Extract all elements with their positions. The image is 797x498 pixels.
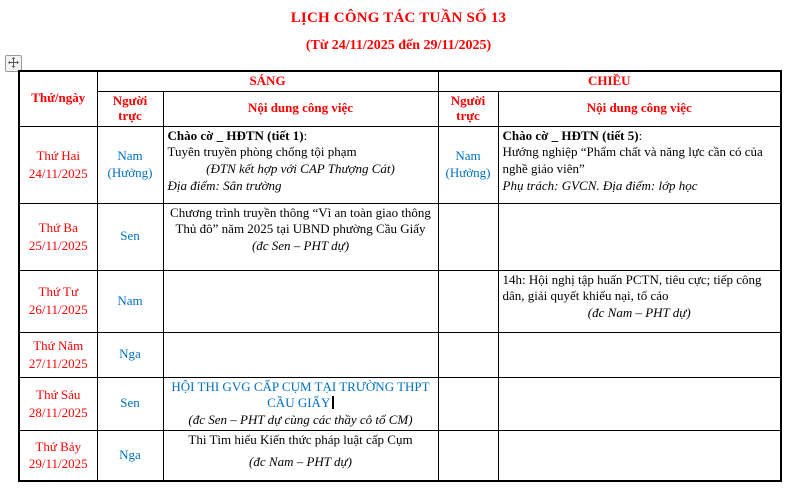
afternoon-content-monday[interactable] [498,126,781,203]
day-cell-thursday[interactable] [19,332,97,377]
afternoon-content-wednesday[interactable] [498,270,781,332]
header-afternoon[interactable]: CHIỀU [438,71,781,91]
activity-location: Phụ trách: GVCN. Địa điểm: lớp học [502,178,698,194]
afternoon-content-friday[interactable] [498,377,781,431]
activity-note: (ĐTN kết hợp với CAP Thượng Cát) [206,161,395,177]
day-cell-friday[interactable] [19,377,97,431]
table-row [19,270,781,332]
table-row [19,332,781,377]
header-afternoon-content[interactable]: Nội dung công việc [498,91,781,126]
activity-line: Hướng nghiệp “Phẩm chất và năng lực cần có của nghề giáo viên” [502,144,763,177]
table-row [19,203,781,270]
morning-content-friday[interactable] [163,377,438,431]
afternoon-person-saturday[interactable] [438,431,498,481]
afternoon-person-monday[interactable]: Nam (Hưởng) [438,126,498,203]
morning-person-wednesday[interactable]: Nam [97,270,163,332]
schedule-date-range: (Từ 24/11/2025 đến 29/11/2025) [305,38,492,53]
afternoon-person-tuesday[interactable] [438,203,498,270]
morning-content-wednesday[interactable] [163,270,438,332]
afternoon-content-thursday[interactable] [498,332,781,377]
day-cell-wednesday[interactable] [19,270,97,332]
day-name: Thứ Tư [38,284,78,300]
header-afternoon-person[interactable]: Người trực [438,91,498,126]
afternoon-person-friday[interactable] [438,377,498,431]
activity-heading: Chào cờ _ HĐTN (tiết 1) [167,127,304,143]
activity-note: (đc Nam – PHT dự) [587,305,691,321]
activity-line: Thi Tìm hiểu Kiến thức pháp luật cấp Cụm [188,432,413,448]
morning-person-saturday[interactable]: Nga [97,431,163,481]
day-date: 24/11/2025 [28,165,88,181]
morning-content-tuesday[interactable] [163,203,438,270]
header-row-sessions [19,71,781,91]
heading-colon: : [638,127,643,143]
afternoon-content-saturday[interactable] [498,431,781,481]
day-date: 28/11/2025 [28,404,88,420]
table-row [19,377,781,431]
header-morning-content[interactable]: Nội dung công việc [163,91,438,126]
afternoon-person-wednesday[interactable] [438,270,498,332]
header-row-columns [19,91,781,126]
header-day[interactable]: Thứ/ngày [19,71,97,126]
schedule-title: LỊCH CÔNG TÁC TUẦN SỐ 13 [290,10,507,26]
day-cell-monday[interactable] [19,126,97,203]
afternoon-person-thursday[interactable] [438,332,498,377]
activity-line: Chương trình truyền thông “Vì an toàn giao thông Thủ đô” năm 2025 tại UBND phường Cầu Giấy [170,204,431,237]
activity-note: (đc Nam – PHT dự) [249,454,352,470]
activity-note: (đc Sen – PHT dự) [251,238,350,254]
table-row [19,431,781,481]
day-cell-tuesday[interactable] [19,203,97,270]
morning-content-saturday[interactable] [163,431,438,481]
day-name: Thứ Năm [33,337,84,353]
day-cell-saturday[interactable] [19,431,97,481]
activity-line: HỘI THI GVG CẤP CỤM TẠI TRƯỜNG THPT CẦU GIẤY [171,378,430,411]
morning-person-friday[interactable]: Sen [97,377,163,431]
day-date: 26/11/2025 [28,302,88,317]
activity-note: (đc Sen – PHT dự cùng các thầy cô tổ CM) [188,412,413,428]
day-name: Thứ Bảy [35,438,82,454]
document-title[interactable] [0,0,797,54]
heading-colon: : [303,127,308,143]
activity-line: 14h: Hội nghị tập huấn PCTN, tiêu cực; tiếp công dân, giải quyết khiếu nại, tố cáo [502,271,762,304]
morning-person-monday[interactable]: Nam (Hưởng) [97,126,163,203]
activity-line: Tuyên truyền phòng chống tội phạm [167,144,357,160]
day-name: Thứ Sáu [36,387,81,403]
morning-content-monday[interactable] [163,126,438,203]
day-name: Thứ Ba [38,219,78,235]
day-name: Thứ Hai [36,147,80,163]
activity-location: Địa điểm: Sân trường [167,178,282,194]
header-morning-person[interactable]: Người trực [97,91,163,126]
day-date: 25/11/2025 [28,237,88,253]
morning-content-thursday[interactable] [163,332,438,377]
day-date: 27/11/2025 [28,355,88,371]
activity-heading: Chào cờ _ HĐTN (tiết 5) [502,127,639,143]
table-row [19,126,781,203]
morning-person-thursday[interactable]: Nga [97,332,163,377]
afternoon-content-tuesday[interactable] [498,203,781,270]
weekly-schedule-table [18,70,782,482]
header-morning[interactable]: SÁNG [97,71,438,91]
morning-person-tuesday[interactable]: Sen [97,203,163,270]
text-cursor [332,396,334,409]
day-date: 29/11/2025 [28,456,88,472]
